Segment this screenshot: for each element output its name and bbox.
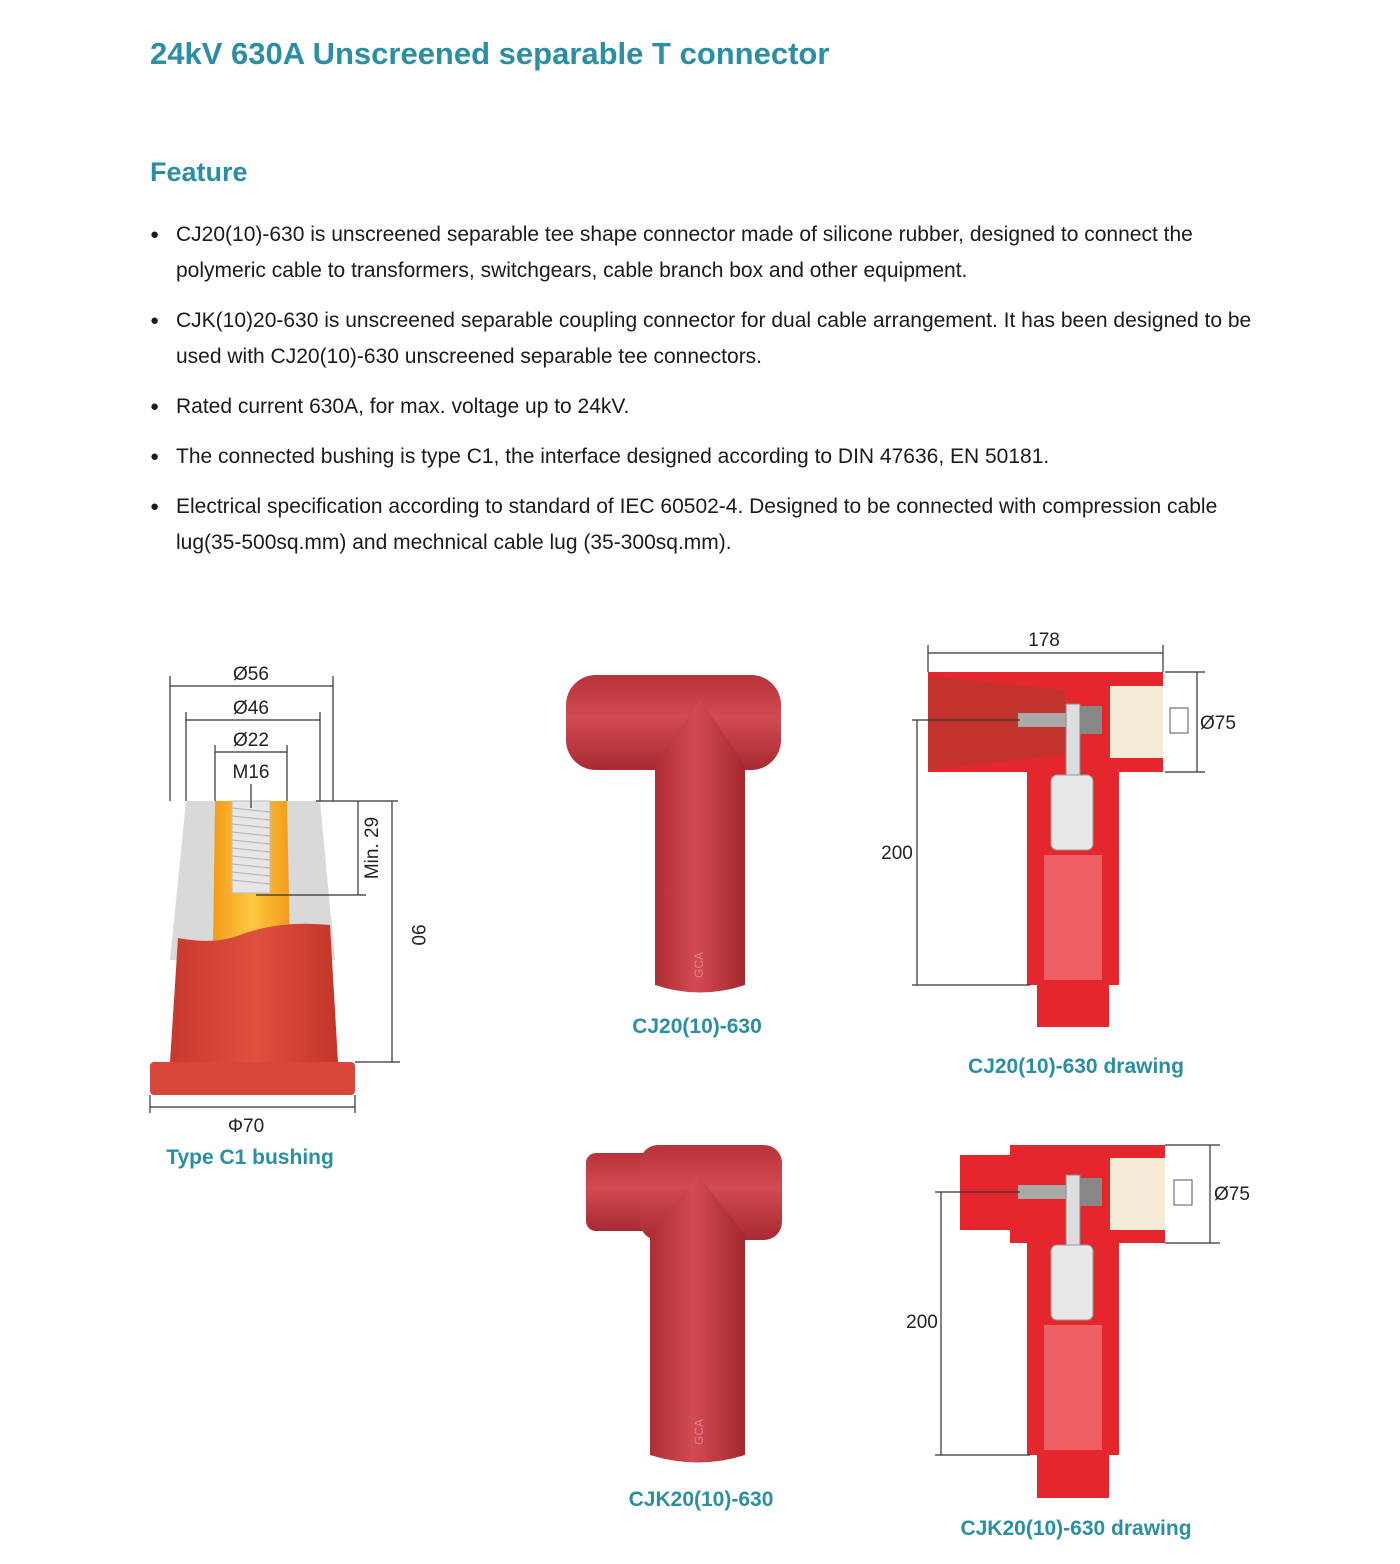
cjk-mark: GCA: [692, 1418, 706, 1446]
cj-dwg-lug: [1051, 775, 1093, 850]
dim-min29: Min. 29: [362, 816, 383, 880]
cjk-dwg-cable: [1037, 1450, 1109, 1498]
cj-mark: GCA: [692, 951, 706, 979]
cjk-connector-photo: [580, 1140, 790, 1485]
dim-phi70: Φ70: [227, 1116, 265, 1137]
dim-h90: 90: [407, 924, 428, 946]
feature-item: ● Rated current 630A, for max. voltage up to 24kV.: [150, 389, 1270, 425]
cj-drawing-caption: CJ20(10)-630 drawing: [968, 1055, 1184, 1078]
cjk-dim-dia: Ø75: [1214, 1184, 1250, 1205]
cjk-dwg-plug: [1110, 1158, 1165, 1230]
feature-item: ● Electrical specification according to standard of IEC 60502-4. Designed to be connected with compression cable lug(35-500sq.mm) and mechnical cable lug (35-300sq.mm).: [150, 489, 1270, 561]
cj-dim-height: 200: [881, 843, 913, 864]
bushing-flange: [150, 1062, 355, 1095]
bushing-thread: [232, 801, 270, 893]
cjk-dim-height: 200: [906, 1312, 938, 1333]
cj-dwg-cable: [1037, 980, 1109, 1027]
bushing-caption: Type C1 bushing: [166, 1146, 334, 1169]
cjk-photo-caption: CJK20(10)-630: [628, 1488, 774, 1511]
page-title: 24kV 630A Unscreened separable T connector: [150, 36, 830, 71]
feature-item: ● CJK(10)20-630 is unscreened separable coupling connector for dual cable arrangement. It has been designed to be used with CJ20(10)-630 unscreened separable tee connectors.: [150, 303, 1270, 375]
dim-d46: Ø46: [233, 698, 269, 719]
dim-d56: Ø56: [233, 664, 269, 685]
cj-dim-dia: Ø75: [1200, 713, 1236, 734]
cj-photo-caption: CJ20(10)-630: [632, 1015, 762, 1038]
dim-d22: Ø22: [233, 730, 269, 751]
cj-dwg-plug: [1110, 686, 1163, 758]
feature-heading: Feature: [150, 157, 248, 187]
cjk-dwg-lug: [1051, 1245, 1093, 1320]
bushing-red-body: [170, 924, 338, 1062]
feature-item: ● The connected bushing is type C1, the interface designed according to DIN 47636, EN 50181.: [150, 439, 1270, 475]
cj-connector-photo: [560, 668, 790, 1018]
cj-dim-width: 178: [1028, 630, 1060, 651]
bushing-drawing: [140, 655, 440, 1145]
feature-item: ● CJ20(10)-630 is unscreened separable tee shape connector made of silicone rubber, designed to connect the polymeric cable to transformers, switchgears, cable branch box and other equipment.: [150, 217, 1270, 289]
cjk-drawing-caption: CJK20(10)-630 drawing: [960, 1517, 1192, 1540]
cj-connector-drawing: [870, 625, 1260, 1035]
dim-m16: M16: [232, 762, 270, 783]
feature-list: [150, 217, 1270, 575]
cjk-connector-drawing: [900, 1140, 1260, 1510]
